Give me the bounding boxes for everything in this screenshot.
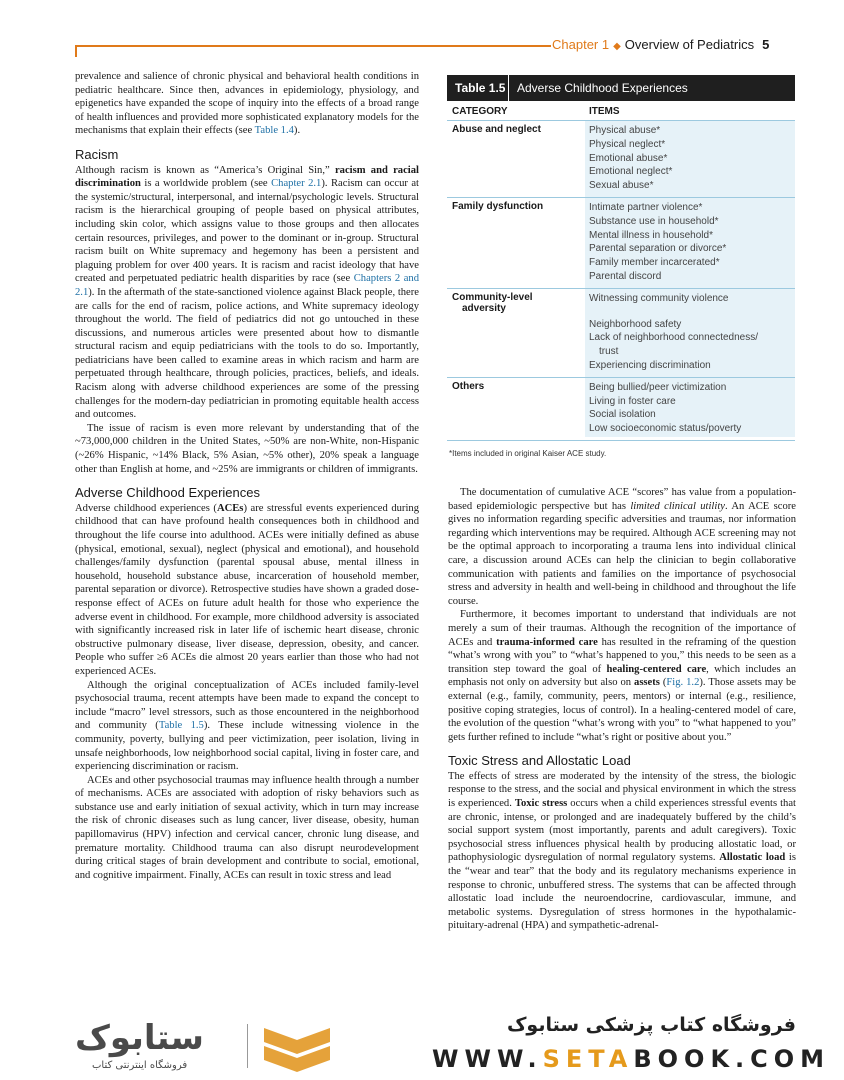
list-item-continued: trust xyxy=(599,346,619,358)
table-row xyxy=(447,121,795,198)
list-item: Physical abuse* xyxy=(589,125,661,136)
row-category: Others xyxy=(452,380,485,392)
list-item: Being bullied/peer victimization xyxy=(589,381,727,393)
racism-paragraph-2: The issue of racism is even more relevant by understanding that of the ~73,000,000 children in the United States, ~50% are non-White, non-Hispanic (~26% Hispanic, ~14% Black, 5% Asian, ~5% other), 20% speak a language other than English at home, and ~25% are immigrants or children of immigrants. xyxy=(75,422,419,475)
intro-paragraph: prevalence and salience of chronic physical and behavioral health conditions in pediatric healthcare. Since then, advances in epidemiology, physiology, and epigenetics have expanded the scope of inquiry into the effects of a broad range of health influences and provided more sophisticated explanatory models for the mechanisms that explain their effects (see Table 1.4). xyxy=(75,71,419,137)
table-number: Table 1.5 xyxy=(447,75,509,101)
setabook-chevron-icon xyxy=(262,1022,332,1076)
list-item: Parental separation or divorce* xyxy=(589,243,727,255)
setabook-logo-text: ستابوک xyxy=(75,1018,204,1058)
trauma-care-paragraph: Furthermore, it becomes important to understand that individuals are not merely a sum of their traumas. Although the recognition of the importance of ACEs and trauma-informed care has resulted in the reframing of the question “what’s wrong with you” to “what’s happened to you,” this needs to be seen as a transition step toward the goal of healing-centered care, which includes an emphasis not only on adversity but also on assets (Fig. 1.2). Those assets may be external (e.g., family, community, peers, mentors) or internal (e.g., resilience, positive coping strategies, locus of control). In a healing-centered model of care, the evolution of the question “what’s wrong with you” to “what happened to you” gets further refined to include “what’s right or positive about you.” xyxy=(448,609,797,743)
list-item: Witnessing community violence xyxy=(589,292,729,304)
list-item: Living in foster care xyxy=(589,395,676,407)
list-item: Intimate partner violence* xyxy=(589,201,703,213)
ace-heading: Adverse Childhood Experiences xyxy=(75,485,260,501)
header-rule xyxy=(75,45,551,47)
table-row xyxy=(447,378,795,441)
toxic-stress-paragraph: The effects of stress are moderated by the intensity of the stress, the biologic response to the stress, and the social and physical environment in which the stress is experienced. Toxic stress occurs when a child experiences stressful events that are chronic, intense, or prolonged and are inadequately buffered by the child’s social support system (most importantly, parents and adult caregivers). Toxic psychosocial stress influences physical health by producing allostatic load, or pathophysiologic dysregulation of normal regulatory systems. Allostatic load is the “wear and tear” that the body and its regulatory mechanisms experience in response to chronic, unbuffered stress. The systems that can be affected through allostatic load include the neuroendocrine, cardiovascular, immune, and metabolic systems. Dysregulation of stress hormones in the hypothalamic-pituitary-adrenal (HPA) and sympathetic-adrenal- xyxy=(448,770,796,932)
list-item: Social isolation xyxy=(589,409,656,421)
list-item: Lack of neighborhood connectedness/ xyxy=(589,332,759,344)
shop-url: WWW.SETABOOK.COM xyxy=(432,1045,831,1073)
ace-paragraph-1: Adverse childhood experiences (ACEs) are stressful events experienced during childhood that can have profound health consequences both in childhood and throughout the life course into adulthood. ACEs were initially defined as abuse (physical, emotional, sexual), neglect (physical and emotional), and household challenges/family dysfunction (parental spousal abuse, mental illness in household, household substance abuse, incarceration of household member, parental separation or divorce). Retrospective studies have shown a graded dose-response effect of ACEs on future adult health for those who experience the adverse event in childhood. For example, more childhood adversity is associated with significantly increased risk in later life of ischemic heart disease, chronic obstructive pulmonary disease, liver disease, depression, obesity, and cancer. People who suffer ≥6 ACEs die almost 20 years earlier than those who had not experienced ACEs. xyxy=(75,502,419,677)
table-row xyxy=(447,289,795,378)
list-item: Parental discord xyxy=(589,270,662,282)
toxic-stress-heading: Toxic Stress and Allostatic Load xyxy=(448,753,631,769)
racism-paragraph-1: Although racism is known as “America’s Original Sin,” racism and racial discrimination is a worldwide problem (see Chapter 2.1). Racism can occur at the systemic/structural, interpersonal, and internal/psychologic levels. Structural racism is the hierarchical grouping of people based on physical attributes, including skin color, which assigns value to those groups and then allocates certain resources, privileges, and power to the dominant or in-group. Structural racism built on White supremacy and hegemony has been a persistent and plaguing problem for over 400 years. It is racism and racist ideology that have created and perpetuated pediatric health disparities by race (see Chapters 2 and 2.1). In the aftermath of the state-sanctioned violence against Black people, there are calls for the end of racism, police actions, and White supremacy ideology throughout the world. The field of pediatrics did not go untouched in these discussions, and numerous articles were presented about how to dismantle structural racism and equip pediatricians with the tools to do so. Importantly, pediatricians have been called to examine areas in which racism and harm are perpetuated through healthcare, through policies, practices, beliefs, and ideals. Racism along with adverse childhood experiences are some of the pressing challenges for the modern-day pediatrician in promoting equitable health access and outcomes. xyxy=(75,164,419,421)
list-item: Emotional neglect* xyxy=(589,166,673,178)
left-column xyxy=(75,70,419,882)
table-title-bar xyxy=(447,75,795,101)
table-header-row xyxy=(447,101,795,121)
row-items xyxy=(584,201,795,284)
running-head xyxy=(552,37,769,52)
row-items xyxy=(584,381,795,436)
table-1-4-link[interactable]: Table 1.4 xyxy=(254,125,294,137)
row-category: Family dysfunction xyxy=(452,200,544,212)
row-category: Abuse and neglect xyxy=(452,124,541,135)
ace-paragraph-3: ACEs and other psychosocial traumas may influence health through a number of mechanisms. ACEs are associated with adoption of risky behaviors such as substance use and early initiation of sexual activity, which in turn may increase the risk of chronic diseases such as lung cancer, liver disease, obesity, human papillomavirus (HPV) infection and cervical cancer, chronic lung disease, and premature mortality. Childhood trauma can also disrupt neurodevelopment during critical stages of brain development and contribute to social, emotional, and cognitive impairment. Finally, ACEs can result in toxic stress and lead xyxy=(75,774,419,881)
column-header-category: CATEGORY xyxy=(452,106,508,117)
list-item: Experiencing discrimination xyxy=(589,359,711,371)
chapters-2-link[interactable]: Chapters 2 and 2.1 xyxy=(75,273,419,298)
table-1-5-link[interactable]: Table 1.5 xyxy=(158,720,204,732)
racism-heading: Racism xyxy=(75,146,119,162)
row-items xyxy=(584,124,795,193)
list-item: Family member incarcerated* xyxy=(589,257,720,269)
row-items xyxy=(584,292,795,373)
diamond-icon: ◆ xyxy=(613,41,621,52)
shop-name: فروشگاه کتاب پزشکی ستابوک xyxy=(506,1014,796,1036)
table-footnote: *Items included in original Kaiser ACE study. xyxy=(449,448,607,458)
right-column xyxy=(448,486,796,933)
list-item: Emotional abuse* xyxy=(589,152,668,164)
list-gap xyxy=(589,306,795,318)
list-item: Neighborhood safety xyxy=(589,318,682,330)
table-1-5 xyxy=(447,75,795,458)
setabook-logo-subtitle: فروشگاه اینترنتی کتاب xyxy=(92,1060,188,1071)
page-number: 5 xyxy=(762,37,770,52)
chapter-2-1-link[interactable]: Chapter 2.1 xyxy=(271,178,322,190)
chapter-label: Chapter 1 xyxy=(552,37,610,52)
list-item: Sexual abuse* xyxy=(589,180,654,192)
fig-1-2-link[interactable]: Fig. 1.2 xyxy=(666,677,700,689)
table-title: Adverse Childhood Experiences xyxy=(517,81,688,95)
ace-score-paragraph: The documentation of cumulative ACE “scores” has value from a population-based epidemiologic perspective but has limited clinical utility. An ACE score gives no information regarding specific adversities and traumas, nor information regarding which interventions may be required. Although ACE screening may not be the optimal approach to incorporating a trauma lens into individual clinical care, a discussion around ACEs can help the clinician to begin collaborative communication with patients and families on the importance of psychosocial stress and adversity in health and well-being in childhood and throughout the life course. xyxy=(448,487,796,607)
row-category: Community-level adversity xyxy=(452,291,533,314)
column-header-items: ITEMS xyxy=(589,106,620,117)
chapter-title: Overview of Pediatrics xyxy=(624,37,755,52)
list-item: Low socioeconomic status/poverty xyxy=(589,423,742,435)
list-item: Substance use in household* xyxy=(589,215,719,227)
logo-divider xyxy=(247,1024,248,1068)
list-item: Physical neglect* xyxy=(589,138,666,150)
table-row xyxy=(447,198,795,289)
list-item: Mental illness in household* xyxy=(589,229,713,241)
header-tick xyxy=(75,45,77,57)
ace-paragraph-2: Although the original conceptualization of ACEs included family-level psychosocial trauma, recent attempts have been made to expand the concept to include “macro” level stressors, such as those encountered in the neighborhood and community (Table 1.5). These include witnessing violence in the community, poverty, bullying and peer victimization, peer isolation, living in unsafe neighborhoods, low neighborhood social capital, living in foster care, and experiencing discrimination or racism. xyxy=(75,679,419,773)
